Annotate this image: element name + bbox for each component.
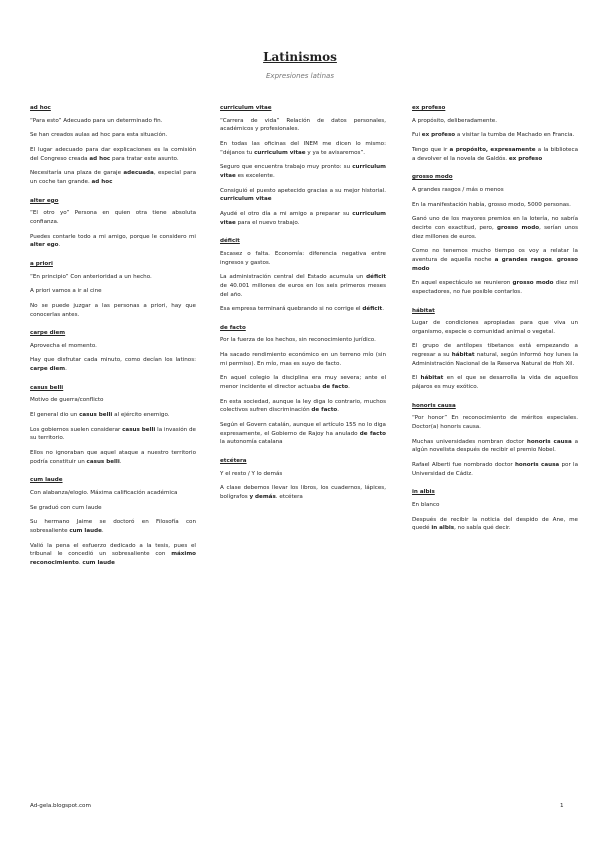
entry-term: curriculum vitae — [220, 105, 272, 111]
entry-paragraph — [30, 411, 196, 420]
text-run: . — [551, 256, 557, 263]
entry-paragraph — [412, 279, 578, 296]
entry-paragraph — [30, 342, 196, 351]
entry-paragraph — [220, 273, 386, 299]
entry-paragraph — [220, 336, 386, 345]
entry-paragraph — [412, 117, 578, 126]
glossary-entry — [412, 173, 578, 296]
text-run: Rafael Alberti fue nombrado doctor — [412, 462, 515, 469]
column-3 — [412, 104, 578, 543]
text-run: En aquel colegio la disciplina era muy severa; ante el menor incidente el director actuaba — [220, 375, 386, 391]
entry-paragraph — [412, 247, 578, 273]
glossary-entry — [220, 324, 386, 447]
emphasis-text: carpe diem — [30, 366, 66, 373]
text-run: A grandes rasgos / más o menos — [412, 186, 504, 193]
emphasis-text: honoris causa — [526, 438, 572, 445]
entry-term: honoris causa — [412, 402, 456, 409]
text-run: Valió la pena el esfuerzo dedicado a la tesis, pues el tribunal le concedió un sobresaliente con — [30, 542, 196, 558]
emphasis-text: adecuada — [123, 170, 154, 177]
text-run: . — [78, 559, 83, 566]
text-run: . — [348, 384, 350, 391]
entry-paragraph — [412, 319, 578, 336]
page-subtitle: Expresiones latinas — [266, 72, 334, 80]
text-run: Consiguió el puesto apetecido gracias a su mejor historial. — [220, 187, 386, 194]
text-run: Lugar de condiciones apropiadas para que viva un organismo, especie o comunidad animal o vegetal. — [412, 320, 578, 335]
text-run: . etcétera — [275, 494, 303, 500]
text-run: Según el Govern catalán, aunque el artículo 155 no lo diga expresamente, el Gobierno de Rajoy ha anulado — [220, 422, 386, 437]
entry-paragraph — [412, 438, 578, 455]
emphasis-text: déficit — [366, 274, 386, 281]
entry-paragraph — [30, 117, 196, 126]
text-run: Después de recibir la noticia del despido de Ane, me quedé — [412, 516, 578, 532]
text-run: Como no tenemos mucho tiempo os voy a relatar la aventura de aquella noche — [412, 248, 578, 263]
emphasis-text: de facto — [359, 430, 386, 437]
entry-paragraph — [30, 426, 196, 443]
text-run: a algún novelista después de recibir el premio Nobel. — [412, 438, 579, 454]
text-run: , especial para un coche tan grande. — [30, 170, 196, 185]
entry-paragraph — [220, 210, 386, 227]
footer-site: Ad-gela.blogspot.com — [30, 803, 91, 809]
glossary-entry — [412, 307, 578, 392]
text-run: Ha sacado rendimiento económico en un terreno mío (sin mi permiso). En mío, mas es suyo de facto. — [220, 352, 386, 367]
entry-term: in albis — [412, 489, 435, 496]
entry-paragraph — [412, 501, 578, 510]
entry-term: etcétera — [220, 458, 247, 465]
entry-paragraph — [412, 201, 578, 210]
emphasis-text: máximo reconocimiento — [30, 551, 196, 566]
emphasis-text: de facto — [311, 407, 338, 414]
emphasis-text: curriculum vitae — [220, 164, 386, 179]
entry-paragraph — [220, 398, 386, 415]
text-run: Escasez o falta. Economía: diferencia negativa entre ingresos y gastos. — [220, 250, 386, 266]
glossary-entry — [30, 104, 196, 187]
text-run: para el nuevo trabajo. — [235, 219, 300, 226]
entry-paragraph — [220, 117, 386, 134]
entry-term: cum laude — [30, 477, 63, 484]
entry-paragraph — [412, 516, 578, 533]
glossary-entry — [30, 476, 196, 567]
emphasis-text: grosso modo — [512, 280, 554, 287]
entry-paragraph — [30, 504, 196, 513]
entry-paragraph — [30, 542, 196, 568]
text-run: a la biblioteca a devolver el la novela de Galdós. — [412, 146, 578, 162]
entry-paragraph — [412, 414, 578, 431]
glossary-entry — [30, 197, 196, 250]
entry-paragraph — [30, 146, 196, 163]
text-run: es excelente. — [235, 172, 275, 179]
entry-term: alter ego — [30, 197, 59, 204]
text-run: Ayudé el otro día a mi amigo a preparar su — [220, 210, 353, 217]
entry-paragraph — [220, 163, 386, 180]
text-run: de 40.001 millones de euros en los seis primeros meses del año. — [220, 282, 386, 298]
glossary-entry — [412, 488, 578, 533]
text-run: “El otro yo” Persona en quien otra tiene absoluta confianza. — [30, 210, 196, 225]
entry-paragraph — [220, 351, 386, 368]
emphasis-text: y demás — [249, 494, 276, 500]
text-run: A clase debemos llevar los libros, los cuadernos, lápices, bolígrafos — [220, 485, 386, 500]
entry-term: casus belli — [30, 384, 64, 391]
text-run: En aquel espectáculo se reunieron — [412, 280, 513, 287]
emphasis-text: hábitat — [420, 375, 444, 382]
entry-paragraph — [412, 186, 578, 195]
text-run: Por la fuerza de los hechos, sin reconocimiento jurídico. — [220, 337, 376, 344]
text-run: Ellos no ignoraban que aquel ataque a nuestro territorio podría constituir un — [30, 450, 196, 465]
text-run: En blanco — [412, 502, 440, 508]
glossary-entry — [30, 260, 196, 319]
emphasis-text: cum laude — [82, 559, 115, 566]
emphasis-text: cum laude — [69, 528, 102, 534]
text-run: Seguro que encuentra trabajo muy pronto: su — [220, 164, 353, 171]
emphasis-text: déficit — [362, 306, 383, 313]
text-run: “Para esto” Adecuado para un determinado fin. — [30, 117, 163, 124]
entry-term: ex profeso — [412, 105, 446, 111]
entry-paragraph — [412, 146, 578, 163]
text-run: Necesitaría una plaza de garaje — [30, 170, 124, 177]
text-run: No se puede juzgar a las personas a priori, hay que conocerlas antes. — [30, 302, 196, 318]
text-run: al ejército enemigo. — [112, 412, 170, 419]
text-run: la autonomía catalana — [220, 439, 283, 446]
entry-paragraph — [412, 131, 578, 140]
entry-paragraph — [220, 484, 386, 501]
text-run: Puedes contarle todo a mi amigo, porque le considero mi — [30, 233, 196, 240]
entry-paragraph — [30, 396, 196, 405]
emphasis-text: grosso modo — [497, 224, 540, 231]
text-run: En esta sociedad, aunque la ley diga lo contrario, muchos colectivos sufren discriminación — [220, 398, 386, 414]
entry-paragraph — [412, 461, 578, 478]
emphasis-text: casus belli — [86, 458, 120, 465]
text-run: Los gobiernos suelen considerar — [30, 426, 123, 433]
entry-paragraph — [30, 489, 196, 498]
entry-term: de facto — [220, 324, 246, 331]
text-run: En la manifestación había, grosso modo, 5000 personas. — [412, 201, 571, 208]
entry-paragraph — [30, 356, 196, 373]
entry-term: hábitat — [412, 307, 435, 314]
text-run: diez mil espectadores, no fue posible contarlos. — [412, 280, 578, 295]
entry-paragraph — [412, 342, 578, 368]
text-run: Motivo de guerra/conflicto — [30, 397, 104, 404]
glossary-entry — [412, 104, 578, 163]
column-2 — [220, 104, 386, 512]
text-run: por la Universidad de Cádiz. — [412, 462, 579, 477]
glossary-entry — [220, 457, 386, 502]
glossary-entry — [30, 329, 196, 374]
entry-paragraph — [30, 209, 196, 226]
entry-paragraph — [30, 131, 196, 140]
entry-term: déficit — [220, 238, 240, 245]
emphasis-text: a grandes rasgos — [494, 256, 552, 263]
entry-term: a priori — [30, 260, 53, 267]
emphasis-text: a propósito, expresamente — [449, 146, 536, 153]
emphasis-text: alter ego — [30, 242, 59, 249]
emphasis-text: casus belli — [122, 426, 156, 433]
glossary-entry — [220, 237, 386, 314]
emphasis-text: ad hoc — [91, 178, 113, 185]
text-run: Ganó uno de los mayores premios en la lotería, no sabría decirte con exactitud, pero, — [412, 216, 578, 231]
page-title: Latinismos — [263, 50, 337, 64]
page-number: 1 — [560, 803, 564, 809]
emphasis-text: in albis — [431, 525, 455, 532]
text-run: , no sabía qué decir. — [454, 525, 511, 532]
text-run: . — [65, 366, 67, 373]
emphasis-text: grosso modo — [412, 256, 579, 272]
column-1 — [30, 104, 196, 578]
emphasis-text: honoris causa — [514, 462, 560, 469]
entry-paragraph — [30, 273, 196, 282]
entry-term: ad hoc — [30, 105, 51, 111]
emphasis-text: de facto — [322, 384, 349, 391]
text-run: . — [119, 458, 122, 465]
text-run: El grupo de antílopes tibetanos está empezando a regresar a su — [412, 343, 578, 359]
text-run: Se han creados aulas ad hoc para esta situación. — [30, 132, 168, 139]
text-run: Aprovecha el momento. — [30, 342, 97, 349]
text-run: Con alabanza/elogio. Máxima calificación académica — [30, 490, 178, 497]
text-run: A propósito, deliberadamente. — [412, 117, 498, 124]
text-run: . — [382, 306, 384, 313]
entry-paragraph — [30, 287, 196, 296]
text-run: . — [58, 242, 61, 249]
text-run: Su hermano Jaime se doctoró en Filosofía con sobresaliente — [30, 519, 196, 534]
text-run: El lugar adecuado para dar explicaciones es la comisión del Congreso creada — [30, 146, 196, 162]
text-run: Fui — [412, 132, 422, 139]
entry-paragraph — [30, 518, 196, 535]
text-run: Se graduó con cum laude — [30, 504, 102, 511]
entry-paragraph — [220, 140, 386, 157]
text-run: la invasión de su territorio. — [30, 426, 196, 442]
entry-paragraph — [412, 215, 578, 241]
entry-paragraph — [30, 233, 196, 250]
text-run: “Carrera de vida” Relación de datos personales, académicos y profesionales. — [220, 117, 386, 133]
entry-paragraph — [412, 374, 578, 391]
text-run: natural, según informó hoy lunes la Administración Nacional de la Reserva Natural de Hoh Xil. — [412, 352, 579, 367]
emphasis-text: curriculum vitae — [220, 210, 386, 226]
text-run: y ya te avisaremos”. — [305, 149, 366, 156]
emphasis-text: ex profeso — [421, 132, 456, 139]
text-run: Y el resto / Y lo demás — [220, 470, 283, 477]
text-run: La administración central del Estado acumula un — [220, 274, 367, 281]
entry-paragraph — [30, 169, 196, 186]
entry-term: carpe diem — [30, 330, 66, 337]
text-run: , serían unos diez millones de euros. — [412, 224, 578, 240]
glossary-entry — [220, 104, 386, 227]
emphasis-text: casus belli — [79, 412, 113, 419]
emphasis-text: curriculum vitae — [254, 149, 306, 156]
text-run: Tengo que ir — [412, 146, 450, 153]
text-run: El — [412, 375, 421, 382]
entry-paragraph — [30, 302, 196, 319]
emphasis-text: ex profeso — [508, 155, 543, 162]
entry-paragraph — [220, 421, 386, 447]
text-run: “Por honor” En reconocimiento de méritos especiales. Doctor(a) honoris causa. — [412, 415, 578, 431]
entry-paragraph — [220, 250, 386, 267]
text-run: A priori vamos a ir al cine — [30, 288, 102, 295]
entry-paragraph — [220, 470, 386, 479]
entry-paragraph — [220, 187, 386, 204]
text-run: a visitar la tumba de Machado en Francia. — [455, 132, 575, 139]
entry-term: grosso modo — [412, 174, 453, 181]
emphasis-text: ad hoc — [89, 155, 111, 162]
entry-paragraph — [30, 449, 196, 466]
entry-paragraph — [220, 305, 386, 314]
text-run: para tratar este asunto. — [110, 155, 179, 162]
emphasis-text: hábitat — [451, 352, 475, 359]
text-run: El general dio un — [30, 412, 80, 419]
glossary-entry — [412, 402, 578, 479]
text-run: Hay que disfrutar cada minuto, como decían los latinos: — [30, 357, 196, 364]
text-run: en el que se desarrolla la vida de aquellos pájaros es muy exótico. — [412, 375, 578, 391]
emphasis-text: curriculum vitae — [220, 196, 272, 203]
glossary-entry — [30, 384, 196, 467]
text-run: Esa empresa terminará quebrando si no corrige el — [220, 306, 363, 313]
text-run: En todas las oficinas del INEM me dicen lo mismo: “déjanos tu — [220, 140, 386, 156]
entry-paragraph — [220, 374, 386, 391]
text-run: . — [101, 528, 104, 534]
text-run: Muchas universidades nombran doctor — [412, 438, 527, 445]
text-run: . — [337, 407, 339, 414]
text-run: “En principio” Con anterioridad a un hecho. — [30, 273, 152, 280]
